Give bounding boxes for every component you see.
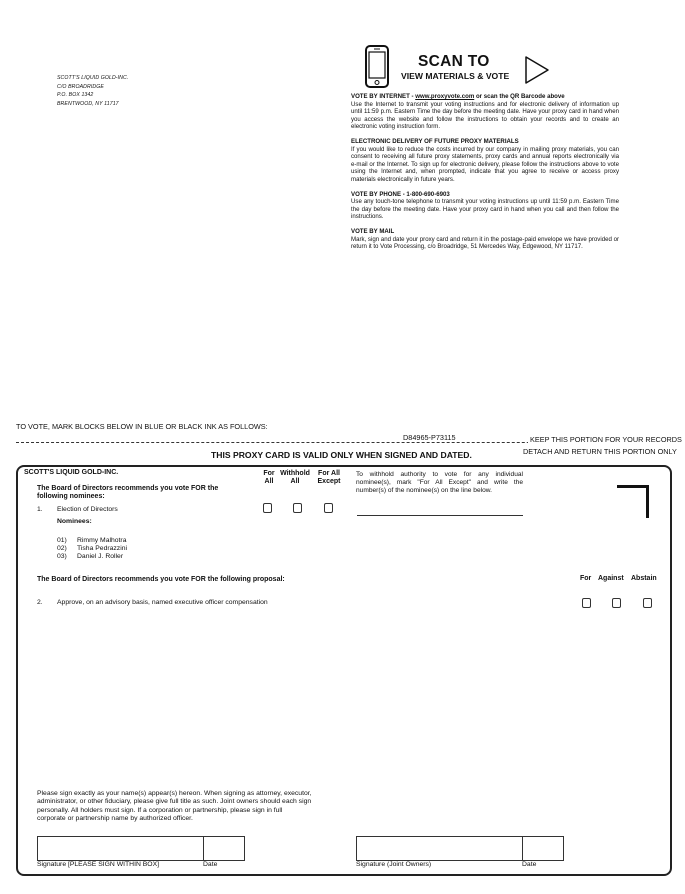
play-arrow-icon	[524, 55, 550, 85]
phone-body: Use any touch-tone telephone to transmit your voting instructions up until 11:59 p.m. Eastern Time the day before the meeting date. Have your proxy card in hand when you call and then follow the instructions.	[351, 198, 619, 221]
col-for-all: For All	[263, 470, 275, 485]
joint-signature-box[interactable]	[356, 836, 524, 861]
item-2-number: 2.	[37, 599, 43, 606]
phone-heading: VOTE BY PHONE - 1-800-690-6903	[351, 190, 450, 198]
nominee-name: Daniel J. Roller	[77, 553, 124, 560]
item-1-number: 1.	[37, 506, 43, 513]
mail-heading: VOTE BY MAIL	[351, 227, 395, 235]
col-abstain: Abstain	[631, 575, 657, 582]
return-address-line: C/O BROADRIDGE	[57, 83, 104, 90]
proxyvote-link[interactable]: www.proxyvote.com	[415, 93, 475, 100]
board-recommendation-1: The Board of Directors recommends you vote FOR the	[37, 485, 219, 492]
board-recommendation-1-cont: following nominees:	[37, 493, 105, 500]
for-all-checkbox[interactable]	[263, 503, 272, 513]
voting-instructions	[351, 93, 619, 251]
electronic-body: If you would like to reduce the costs incurred by our company in mailing proxy materials, you can consent to receiving all future proxy statements, proxy cards and annual reports electronically via e-mail or the Internet. To sign up for electronic delivery, please follow the instructions above to vote using the Internet and, when prompted, indicate that you agree to receive or access proxy materials electronically in future years.	[351, 145, 619, 183]
valid-notice: THIS PROXY CARD IS VALID ONLY WHEN SIGNED AND DATED.	[211, 450, 472, 460]
nominee-number: 01)	[57, 537, 67, 544]
date-box[interactable]	[203, 836, 245, 861]
return-address-line: SCOTT'S LIQUID GOLD-INC.	[57, 75, 129, 81]
withhold-all-checkbox[interactable]	[293, 503, 302, 513]
against-checkbox[interactable]	[612, 598, 621, 608]
nominees-label: Nominees:	[57, 518, 92, 525]
detach-portion-label: DETACH AND RETURN THIS PORTION ONLY	[523, 447, 677, 456]
nominee-number: 03)	[57, 553, 67, 560]
mail-body: Mark, sign and date your proxy card and return it in the postage-paid envelope we have provided or return it to Vote Processing, c/o Broadridge, 51 Mercedes Way, Edgewood, NY 11717.	[351, 235, 619, 251]
item-2-label: Approve, on an advisory basis, named executive officer compensation	[57, 599, 268, 606]
internet-heading: VOTE BY INTERNET - www.proxyvote.com or scan the QR Barcode above	[351, 93, 565, 100]
electronic-heading: ELECTRONIC DELIVERY OF FUTURE PROXY MATERIALS	[351, 137, 519, 145]
for-checkbox[interactable]	[582, 598, 591, 608]
col-against: Against	[598, 575, 624, 582]
nominee-name: Rimmy Malhotra	[77, 537, 127, 544]
withhold-instruction: To withhold authority to vote for any individual nominee(s), mark "For All Except" and write the number(s) of the nominee(s) on the line below.	[356, 471, 523, 494]
return-address	[57, 74, 128, 108]
board-recommendation-2: The Board of Directors recommends you vote FOR the following proposal:	[37, 576, 285, 583]
nominee-number: 02)	[57, 545, 67, 552]
smartphone-icon	[365, 45, 389, 88]
internet-body: Use the Internet to transmit your voting instructions and for electronic delivery of information up until 11:59 p.m. Eastern Time the day before the meeting date. Have your proxy card in hand when you access the website and follow the instructions to obtain your records and to create an electronic voting instruction form.	[351, 100, 619, 131]
withhold-write-line[interactable]	[357, 515, 523, 516]
return-address-line: BRENTWOOD, NY 11717	[57, 100, 119, 107]
control-number: D84965-P73115	[400, 433, 459, 442]
item-1-label: Election of Directors	[57, 506, 118, 513]
date-label: Date	[203, 861, 218, 868]
joint-date-box[interactable]	[522, 836, 564, 861]
col-withhold-all: Withhold All	[280, 470, 310, 485]
return-address-line: P.O. BOX 1342	[57, 92, 94, 99]
scan-title: SCAN TO	[418, 53, 490, 70]
to-vote-instruction: TO VOTE, MARK BLOCKS BELOW IN BLUE OR BLACK INK AS FOLLOWS:	[16, 422, 268, 431]
joint-date-label: Date	[522, 861, 537, 868]
company-name: SCOTT'S LIQUID GOLD-INC.	[24, 469, 119, 476]
scan-subtitle: VIEW MATERIALS & VOTE	[401, 71, 510, 81]
joint-signature-label: Signature (Joint Owners)	[356, 861, 432, 868]
for-all-except-checkbox[interactable]	[324, 503, 333, 513]
abstain-checkbox[interactable]	[643, 598, 652, 608]
signing-instructions: Please sign exactly as your name(s) appear(s) hereon. When signing as attorney, executor, administrator, or other fiduciary, please give full title as such. Joint owners should each sign personally. All holders must sign. If a corporation or partnership, please sign in full corporate or partnership name by authorized officer.	[37, 790, 312, 822]
col-for: For	[580, 575, 592, 582]
signature-label: Signature [PLEASE SIGN WITHIN BOX]	[37, 861, 160, 868]
keep-portion-label: KEEP THIS PORTION FOR YOUR RECORDS	[530, 435, 682, 444]
signature-box[interactable]	[37, 836, 205, 861]
col-for-all-except: For All Except	[317, 470, 341, 485]
nominee-name: Tisha Pedrazzini	[77, 545, 127, 552]
corner-mark	[617, 485, 649, 518]
